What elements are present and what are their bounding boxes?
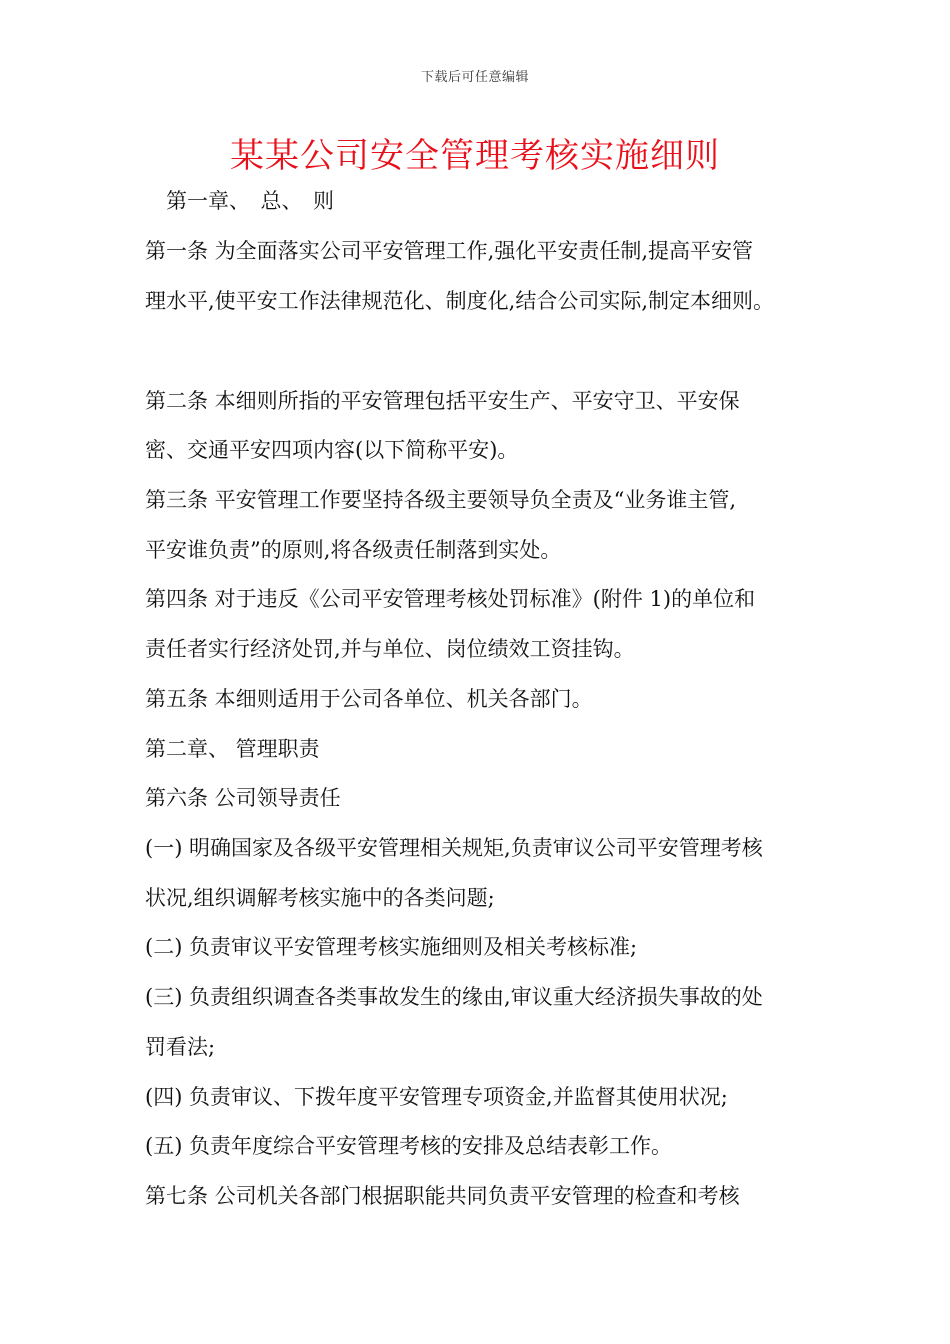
article-6-heading: 第六条 公司领导责任	[145, 786, 341, 810]
article-1-line-1: 第一条 为全面落实公司平安管理工作,强化平安责任制,提高平安管	[145, 239, 754, 263]
article-6-item-3-line-2: 罚看法;	[145, 1035, 216, 1059]
article-6-item-4: (四) 负责审议、下拨年度平安管理专项资金,并监督其使用状况;	[145, 1085, 728, 1109]
article-6-item-1-line-1: (一) 明确国家及各级平安管理相关规矩,负责审议公司平安管理考核	[145, 836, 763, 860]
chapter-1-heading: 第一章、 总、 则	[145, 189, 334, 213]
article-2-line-1: 第二条 本细则所指的平安管理包括平安生产、平安守卫、平安保	[145, 389, 740, 413]
article-4-line-2: 责任者实行经济处罚,并与单位、岗位绩效工资挂钩。	[145, 637, 635, 661]
article-4-line-1: 第四条 对于违反《公司平安管理考核处罚标准》(附件 1)的单位和	[145, 587, 756, 611]
article-6-item-2: (二) 负责审议平安管理考核实施细则及相关考核标准;	[145, 935, 638, 959]
article-5-line: 第五条 本细则适用于公司各单位、机关各部门。	[145, 687, 593, 711]
header-note: 下载后可任意编辑	[420, 70, 529, 85]
article-6-item-1-line-2: 状况,组织调解考核实施中的各类问题;	[145, 886, 495, 910]
article-1-line-2: 理水平,使平安工作法律规范化、制度化,结合公司实际,制定本细则。	[145, 289, 775, 313]
article-2-line-2: 密、交通平安四项内容(以下简称平安)。	[145, 438, 519, 462]
chapter-2-heading: 第二章、 管理职责	[145, 737, 320, 761]
article-6-item-5: (五) 负责年度综合平安管理考核的安排及总结表彰工作。	[145, 1134, 673, 1158]
article-6-item-3-line-1: (三) 负责组织调查各类事故发生的缘由,审议重大经济损失事故的处	[145, 985, 763, 1009]
article-3-line-2: 平安谁负责”的原则,将各级责任制落到实处。	[145, 538, 562, 562]
article-7-line-1: 第七条 公司机关各部门根据职能共同负责平安管理的检查和考核	[145, 1184, 740, 1208]
document-title: 某某公司安全管理考核实施细则	[230, 136, 720, 176]
article-3-line-1: 第三条 平安管理工作要坚持各级主要领导负全责及“业务谁主管,	[145, 488, 737, 512]
